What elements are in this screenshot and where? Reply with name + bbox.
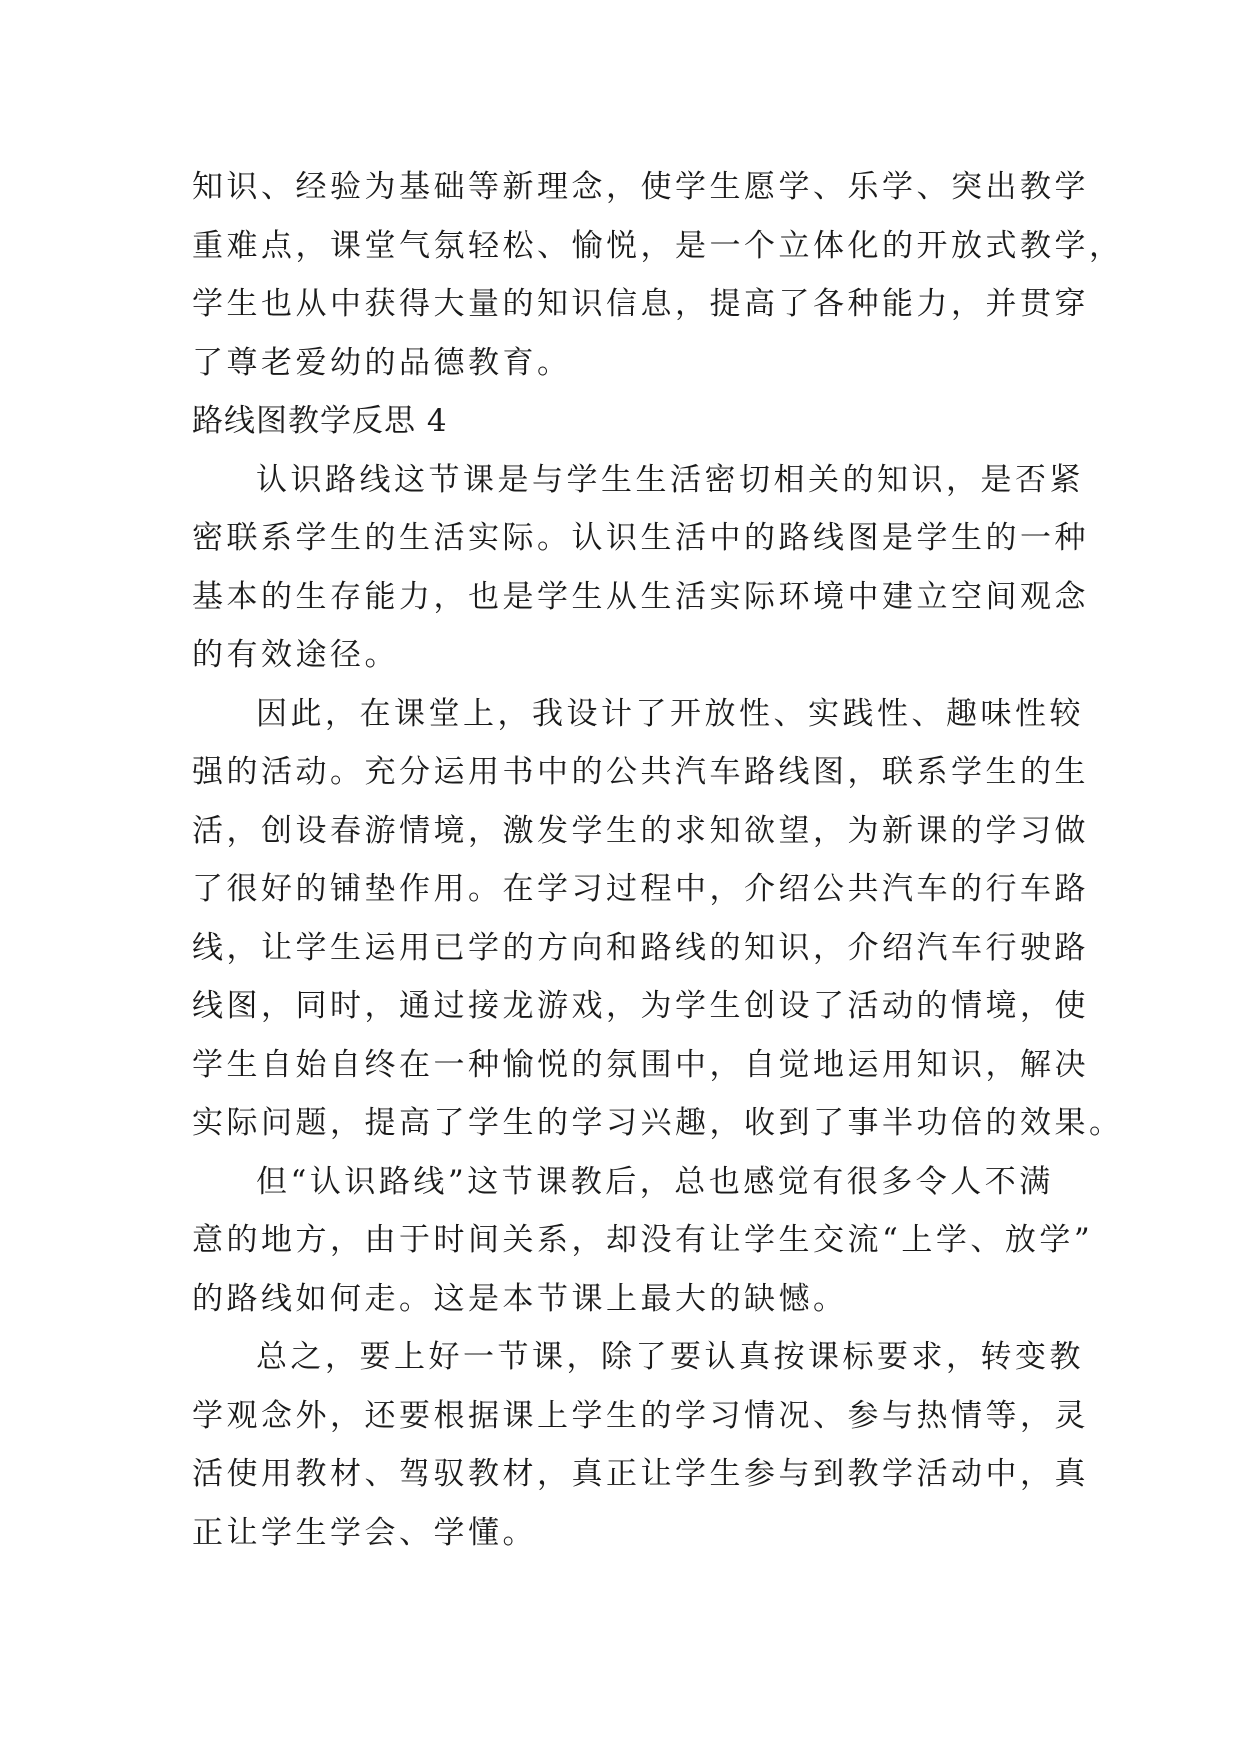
body-line: 正让学生学会、学懂。: [192, 1514, 537, 1551]
body-line: 学生自始自终在一种愉悦的氛围中，自觉地运用知识，解决: [192, 1046, 1089, 1083]
body-line: 重难点，课堂气氛轻松、愉悦，是一个立体化的开放式教学，: [192, 227, 1124, 264]
body-line: 强的活动。充分运用书中的公共汽车路线图，联系学生的生: [192, 754, 1089, 790]
body-line: 了很好的铺垫作用。在学习过程中，介绍公共汽车的行车路: [192, 871, 1089, 907]
document-body: [192, 158, 1124, 1562]
body-line: 活使用教材、驾驭教材，真正让学生参与到教学活动中，真: [192, 1456, 1089, 1492]
body-line: 的有效途径。: [192, 637, 399, 673]
body-line: 意的地方，由于时间关系，却没有让学生交流“上学、放学”: [192, 1222, 1094, 1258]
body-line: 密联系学生的生活实际。认识生活中的路线图是学生的一种: [192, 520, 1089, 556]
body-line: 了尊老爱幼的品德教育。: [192, 344, 572, 381]
body-line: 线图，同时，通过接龙游戏，为学生创设了活动的情境，使: [192, 988, 1089, 1024]
body-line: 线，让学生运用已学的方向和路线的知识，介绍汽车行驶路: [192, 929, 1089, 966]
body-line: 学生也从中获得大量的知识信息，提高了各种能力，并贯穿: [192, 286, 1089, 322]
body-line: 实际问题，提高了学生的学习兴趣，收到了事半功倍的效果。: [192, 1105, 1124, 1141]
paragraph-first-line: 总之，要上好一节课，除了要认真按课标要求，转变教: [256, 1339, 1084, 1375]
body-line: 活，创设春游情境，激发学生的求知欲望，为新课的学习做: [192, 812, 1089, 849]
section-title: 路线图教学反思 4: [192, 403, 448, 439]
paragraph-first-line: 但“认识路线”这节课教后，总也感觉有很多令人不满: [256, 1163, 1054, 1200]
body-line: 的路线如何走。这是本节课上最大的缺憾。: [192, 1280, 848, 1317]
body-line: 基本的生存能力，也是学生从生活实际环境中建立空间观念: [192, 578, 1089, 615]
body-line: 学观念外，还要根据课上学生的学习情况、参与热情等，灵: [192, 1397, 1089, 1434]
paragraph-first-line: 因此，在课堂上，我设计了开放性、实践性、趣味性较: [256, 695, 1084, 732]
paragraph-first-line: 认识路线这节课是与学生生活密切相关的知识，是否紧: [256, 461, 1084, 498]
body-line: 知识、经验为基础等新理念，使学生愿学、乐学、突出教学: [192, 169, 1089, 205]
